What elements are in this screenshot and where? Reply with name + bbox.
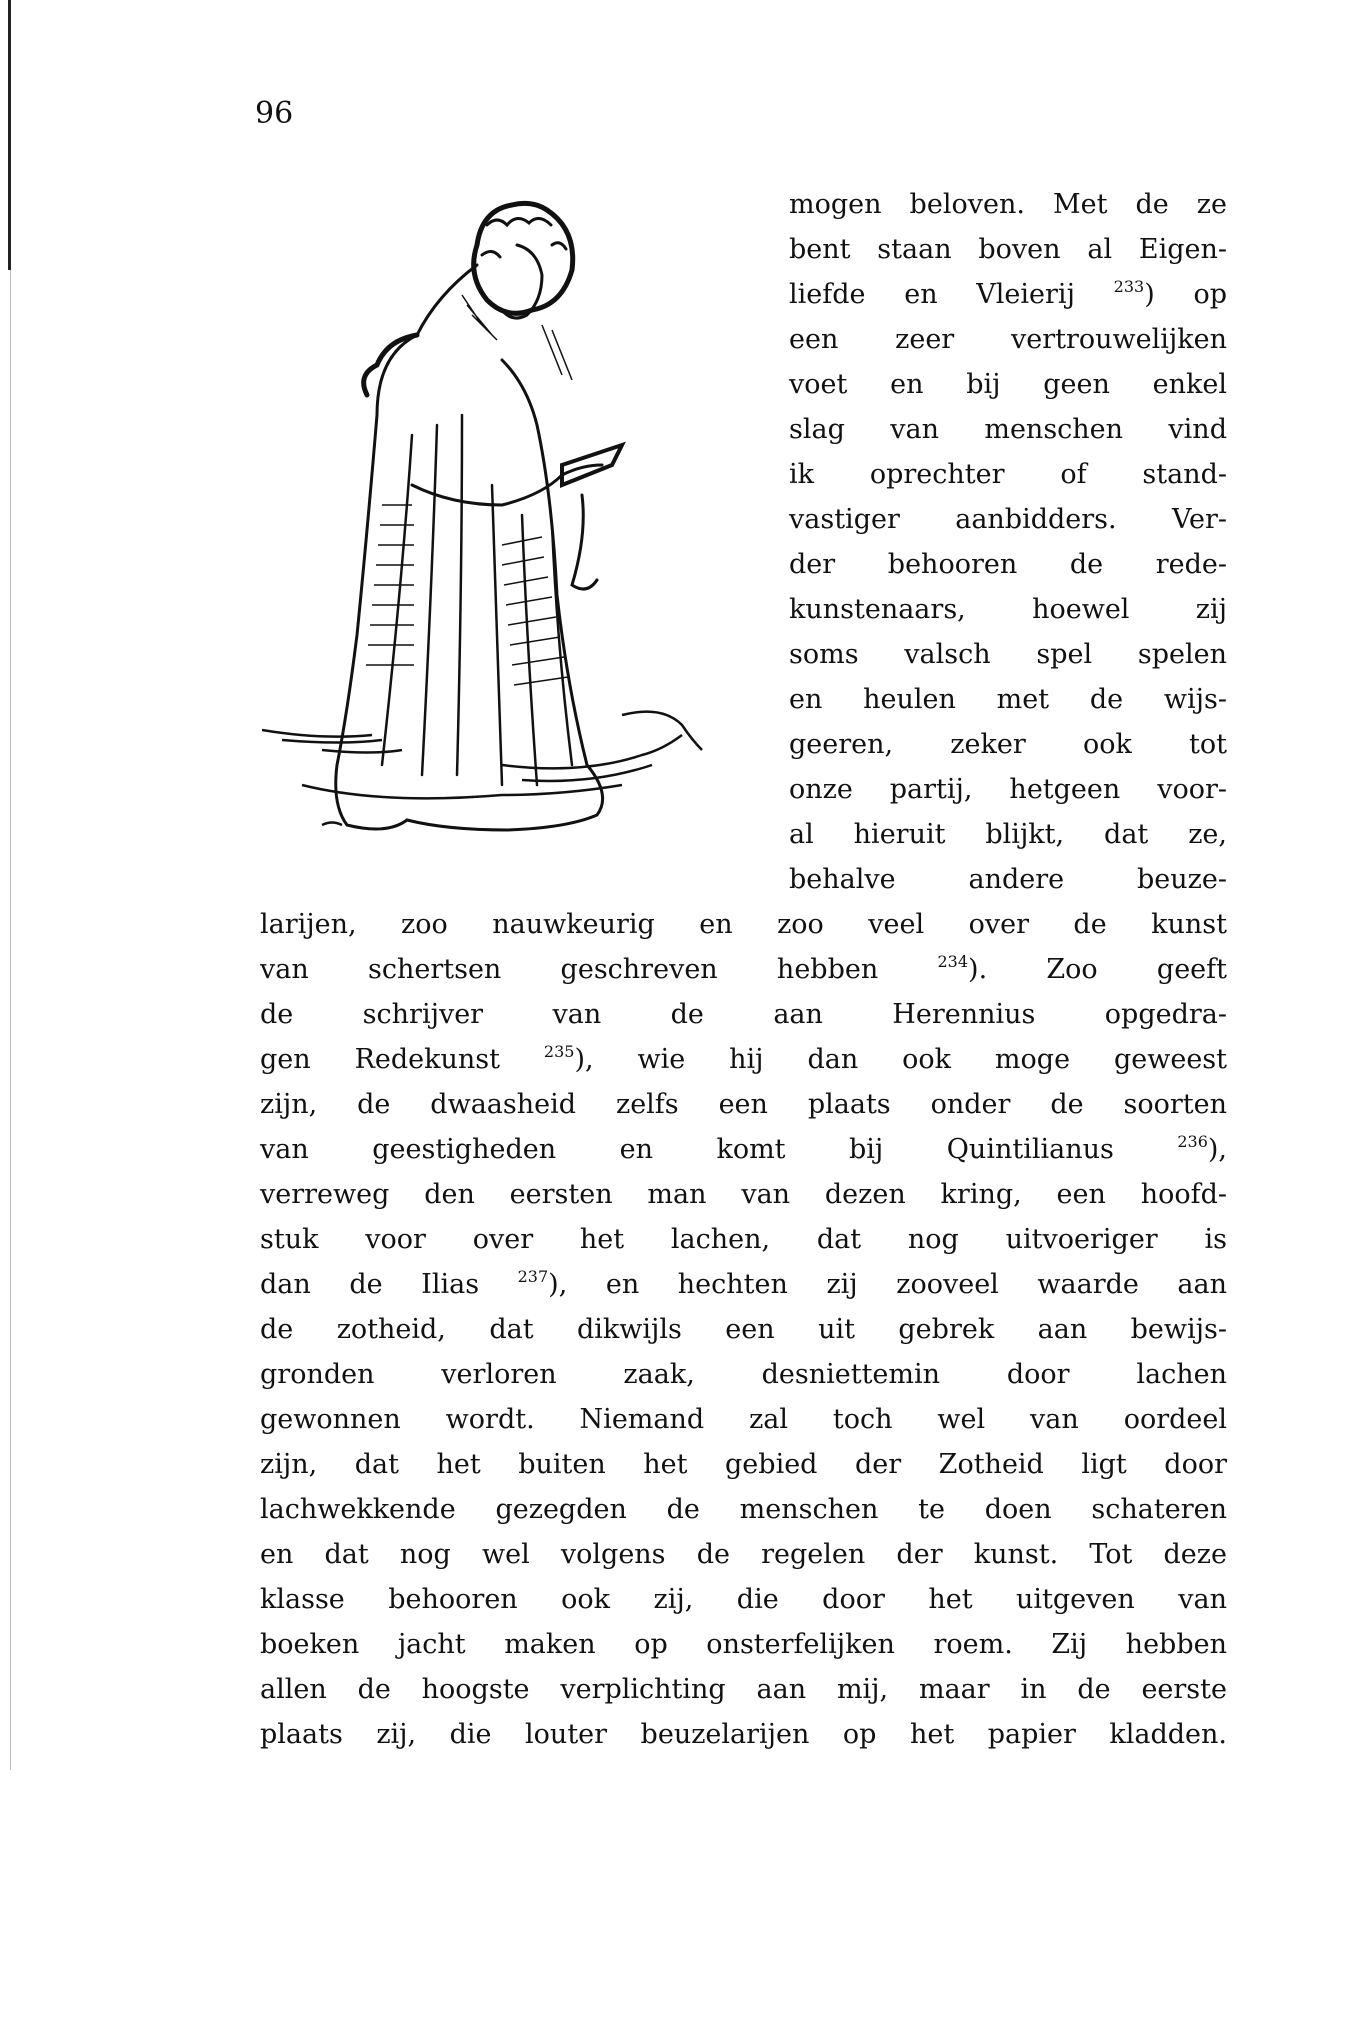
text-line <box>260 1712 1227 1757</box>
text-segment: gen Redekunst <box>260 1044 544 1075</box>
text-line <box>260 1127 1227 1172</box>
text-segment: ) op <box>1144 279 1228 310</box>
text-segment: zijn, de dwaasheid zelfs een plaats onder de soorten <box>260 1089 1227 1120</box>
footnote-reference: 234 <box>937 952 969 971</box>
text-line <box>260 1262 1227 1307</box>
text-segment: van geestigheden en komt bij Quintilianus <box>260 1134 1178 1165</box>
text-segment: slag van menschen vind <box>789 414 1227 445</box>
text-line <box>789 542 1227 587</box>
text-segment: onze partij, hetgeen voor- <box>789 774 1227 805</box>
text-segment: een zeer vertrouwelijken <box>789 324 1227 355</box>
text-line <box>789 632 1227 677</box>
text-line <box>260 947 1227 992</box>
text-segment: verreweg den eersten man van dezen kring, een hoofd- <box>260 1179 1227 1210</box>
text-segment: de zotheid, dat dikwijls een uit gebrek aan bewijs- <box>260 1314 1227 1345</box>
text-line <box>260 1667 1227 1712</box>
text-segment: al hieruit blijkt, dat ze, <box>789 819 1227 850</box>
text-segment: kunstenaars, hoewel zij <box>789 594 1227 625</box>
text-segment: ). Zoo geeft <box>968 954 1227 985</box>
text-segment: mogen beloven. Met de ze <box>789 189 1227 220</box>
footnote-reference: 233 <box>1113 277 1145 296</box>
text-line <box>260 1352 1227 1397</box>
text-line <box>789 857 1227 902</box>
text-segment: zijn, dat het buiten het gebied der Zotheid ligt door <box>260 1449 1227 1480</box>
text-segment: behalve andere beuze- <box>789 864 1227 895</box>
text-segment: lachwekkende gezegden de menschen te doen schateren <box>260 1494 1227 1525</box>
text-line <box>260 1622 1227 1667</box>
text-segment: gewonnen wordt. Niemand zal toch wel van oordeel <box>260 1404 1227 1435</box>
text-segment: ), wie hij dan ook moge geweest <box>574 1044 1227 1075</box>
footnote-reference: 235 <box>543 1042 575 1061</box>
text-line <box>260 1172 1227 1217</box>
text-segment: gronden verloren zaak, desniettemin door lachen <box>260 1359 1227 1390</box>
text-segment: de schrijver van de aan Herennius opgedra- <box>260 999 1227 1030</box>
text-line <box>260 1397 1227 1442</box>
text-segment: ik oprechter of stand- <box>789 459 1227 490</box>
text-segment: bent staan boven al Eigen- <box>789 234 1227 265</box>
text-line <box>260 1487 1227 1532</box>
text-line <box>260 1577 1227 1622</box>
text-segment: vastiger aanbidders. Ver- <box>789 504 1227 535</box>
footnote-reference: 236 <box>1177 1132 1208 1151</box>
text-line <box>789 677 1227 722</box>
text-line <box>789 452 1227 497</box>
text-line <box>260 1082 1227 1127</box>
text-line <box>789 767 1227 812</box>
woodcut-illustration <box>262 185 762 875</box>
text-line <box>789 407 1227 452</box>
text-line <box>789 317 1227 362</box>
text-segment: ), en hechten zij zooveel waarde aan <box>548 1269 1228 1300</box>
text-line <box>789 722 1227 767</box>
text-line <box>260 992 1227 1037</box>
text-line <box>260 1217 1227 1262</box>
text-segment: der behooren de rede- <box>789 549 1227 580</box>
text-line <box>789 362 1227 407</box>
footnote-reference: 237 <box>517 1267 549 1286</box>
text-line <box>260 902 1227 947</box>
text-line <box>789 272 1227 317</box>
text-segment: liefde en Vleierij <box>789 279 1114 310</box>
page-number: 96 <box>255 96 294 131</box>
scan-edge <box>8 0 11 270</box>
text-line <box>789 587 1227 632</box>
text-segment: allen de hoogste verplichting aan mij, maar in de eerste <box>260 1674 1227 1705</box>
text-line <box>260 1037 1227 1082</box>
text-line <box>260 1532 1227 1577</box>
text-segment: larijen, zoo nauwkeurig en zoo veel over de kunst <box>260 909 1227 940</box>
text-segment: van schertsen geschreven hebben <box>260 954 938 985</box>
text-segment: geeren, zeker ook tot <box>789 729 1227 760</box>
text-segment: voet en bij geen enkel <box>789 369 1227 400</box>
text-line <box>789 497 1227 542</box>
text-segment: boeken jacht maken op onsterfelijken roem. Zij hebben <box>260 1629 1227 1660</box>
text-segment: klasse behooren ook zij, die door het uitgeven van <box>260 1584 1227 1615</box>
text-line <box>789 227 1227 272</box>
text-line <box>260 1442 1227 1487</box>
text-segment: stuk voor over het lachen, dat nog uitvoeriger is <box>260 1224 1227 1255</box>
text-segment: soms valsch spel spelen <box>789 639 1227 670</box>
text-line <box>789 812 1227 857</box>
text-segment: ), <box>1207 1134 1227 1165</box>
text-segment: plaats zij, die louter beuzelarijen op het papier kladden. <box>260 1719 1227 1750</box>
text-segment: en heulen met de wijs- <box>789 684 1227 715</box>
scan-edge-line <box>10 270 11 1770</box>
text-segment: en dat nog wel volgens de regelen der kunst. Tot deze <box>260 1539 1227 1570</box>
text-line <box>260 1307 1227 1352</box>
text-segment: dan de Ilias <box>260 1269 518 1300</box>
text-line <box>789 182 1227 227</box>
